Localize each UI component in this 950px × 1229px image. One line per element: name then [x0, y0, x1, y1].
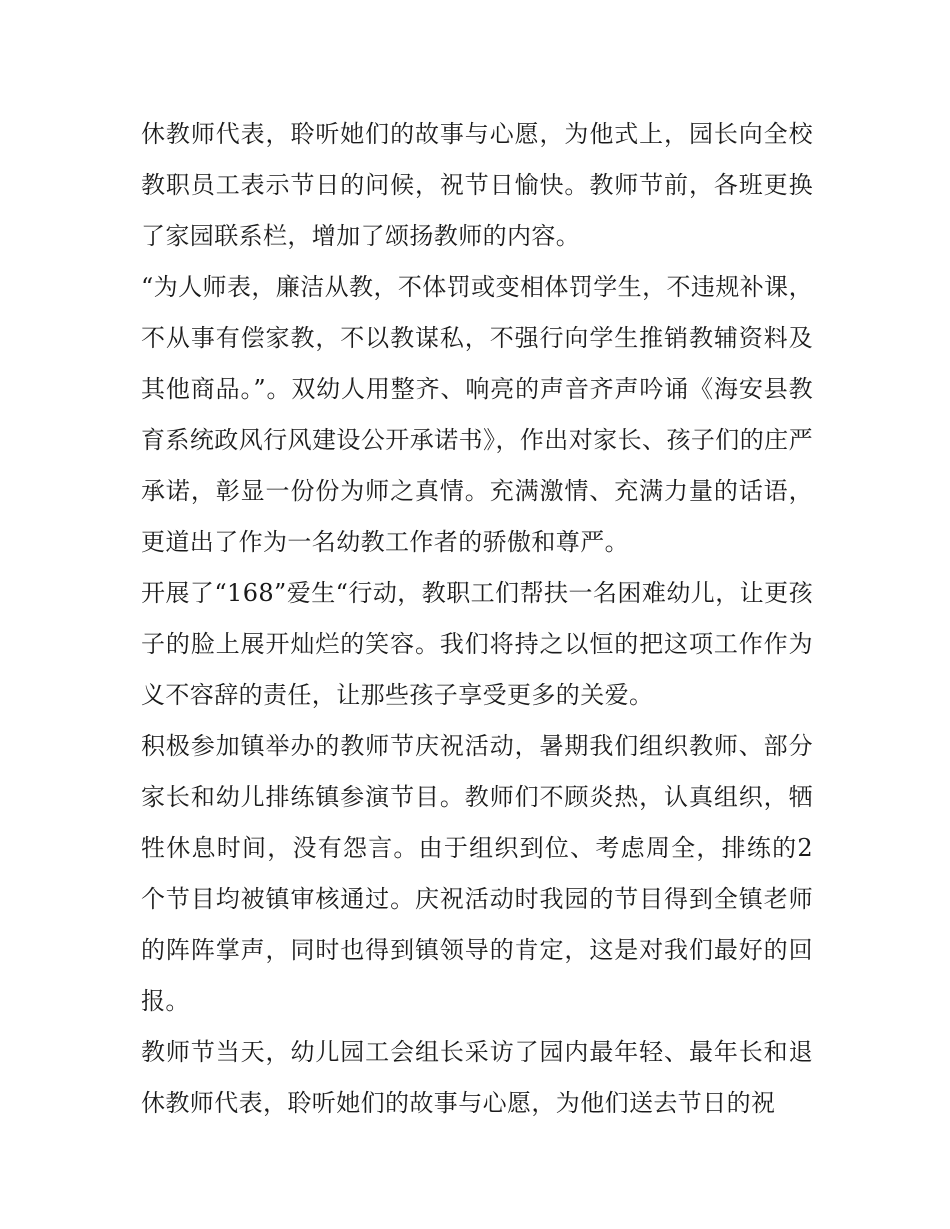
paragraph-2: “为人师表，廉洁从教，不体罚或变相体罚学生，不违规补课，不从事有偿家教，不以教谋私，不强行向学生推销教辅资料及其他商品。”。双幼人用整齐、响亮的声音齐声吟诵《海安县教育系统政风行风建设公开承诺书》，作出对家长、孩子们的庄严承诺，彰显一份份为师之真情。充满激情、充满力量的话语，更道出了作为一名幼教工作者的骄傲和尊严。: [141, 273, 813, 556]
paragraph-4: 积极参加镇举办的教师节庆祝活动，暑期我们组织教师、部分家长和幼儿排练镇参演节目。教师们不顾炎热，认真组织，牺牲休息时间，没有怨言。由于组织到位、考虑周全，排练的2个节目均被镇审核通过。庆祝活动时我园的节目得到全镇老师的阵阵掌声，同时也得到镇领导的肯定，这是对我们最好的回报。: [141, 732, 813, 1015]
paragraph-1: 休教师代表，聆听她们的故事与心愿，为他式上，园长向全校教职员工表示节日的问候，祝节日愉快。教师节前，各班更换了家园联系栏，增加了颂扬教师的内容。: [141, 120, 813, 250]
paragraph-3: 开展了“168”爱生“行动，教职工们帮扶一名困难幼儿，让更孩子的脸上展开灿烂的笑容。我们将持之以恒的把这项工作作为义不容辞的责任，让那些孩子享受更多的关爱。: [141, 579, 813, 709]
document-body: [141, 109, 813, 1129]
paragraph-5: 教师节当天，幼儿园工会组长采访了园内最年轻、最年长和退休教师代表，聆听她们的故事与心愿，为他们送去节日的祝: [141, 1038, 813, 1117]
